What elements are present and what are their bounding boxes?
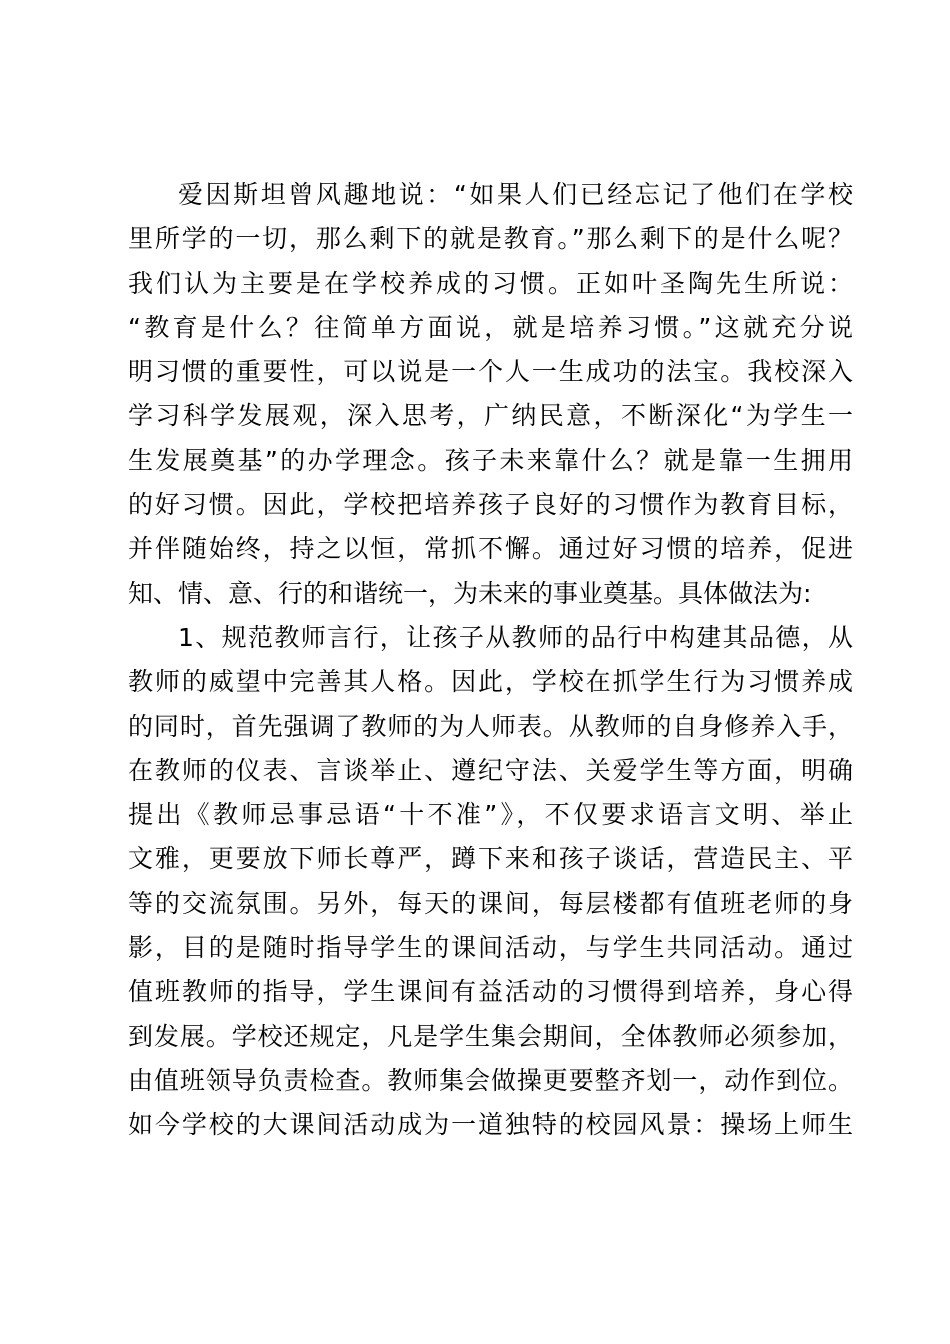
text-line: 值班教师的指导，学生课间有益活动的习惯得到培养，身心得	[128, 977, 853, 1007]
text-line: 文雅，更要放下师长尊严，蹲下来和孩子谈话，营造民主、平	[128, 844, 853, 874]
text-line: 的好习惯。因此，学校把培养孩子良好的习惯作为教育目标，	[128, 490, 853, 520]
paragraph-2	[128, 616, 853, 1148]
text-line: 等的交流氛围。另外，每天的课间，每层楼都有值班老师的身	[128, 888, 853, 918]
text-line: 在教师的仪表、言谈举止、遵纪守法、关爱学生等方面，明确	[128, 755, 853, 785]
text-line: 影，目的是随时指导学生的课间活动，与学生共同活动。通过	[128, 933, 853, 963]
text-line: 提出《教师忌事忌语“十不准”》，不仅要求语言文明、举止	[128, 800, 853, 830]
text-line: 爱因斯坦曾风趣地说：“如果人们已经忘记了他们在学校	[178, 180, 853, 209]
text-line: 由值班领导负责检查。教师集会做操更要整齐划一，动作到位。	[128, 1065, 853, 1095]
text-line: 1、规范教师言行，让孩子从教师的品行中构建其品德，从	[178, 622, 853, 652]
text-line: 并伴随始终，持之以恒，常抓不懈。通过好习惯的培养，促进	[128, 534, 853, 564]
body-text	[128, 173, 853, 1148]
text-line: 里所学的一切，那么剩下的就是教育。”那么剩下的是什么呢？	[128, 224, 853, 254]
text-line: 知、情、意、行的和谐统一，为未来的事业奠基。具体做法为:	[128, 578, 812, 608]
text-line: “教育是什么？往简单方面说，就是培养习惯。”这就充分说	[128, 312, 853, 342]
text-line: 如今学校的大课间活动成为一道独特的校园风景：操场上师生	[128, 1110, 853, 1140]
text-line: 学习科学发展观，深入思考，广纳民意，不断深化“为学生一	[128, 401, 853, 431]
text-line: 明习惯的重要性，可以说是一个人一生成功的法宝。我校深入	[128, 357, 853, 387]
text-line: 我们认为主要是在学校养成的习惯。正如叶圣陶先生所说：	[128, 268, 853, 298]
text-line: 的同时，首先强调了教师的为人师表。从教师的自身修养入手，	[128, 711, 853, 741]
text-line: 生发展奠基”的办学理念。孩子未来靠什么？就是靠一生拥用	[128, 445, 853, 475]
text-line: 到发展。学校还规定，凡是学生集会期间，全体教师必须参加，	[128, 1021, 853, 1051]
paragraph-1	[128, 173, 853, 616]
text-line: 教师的威望中完善其人格。因此，学校在抓学生行为习惯养成	[128, 667, 853, 697]
